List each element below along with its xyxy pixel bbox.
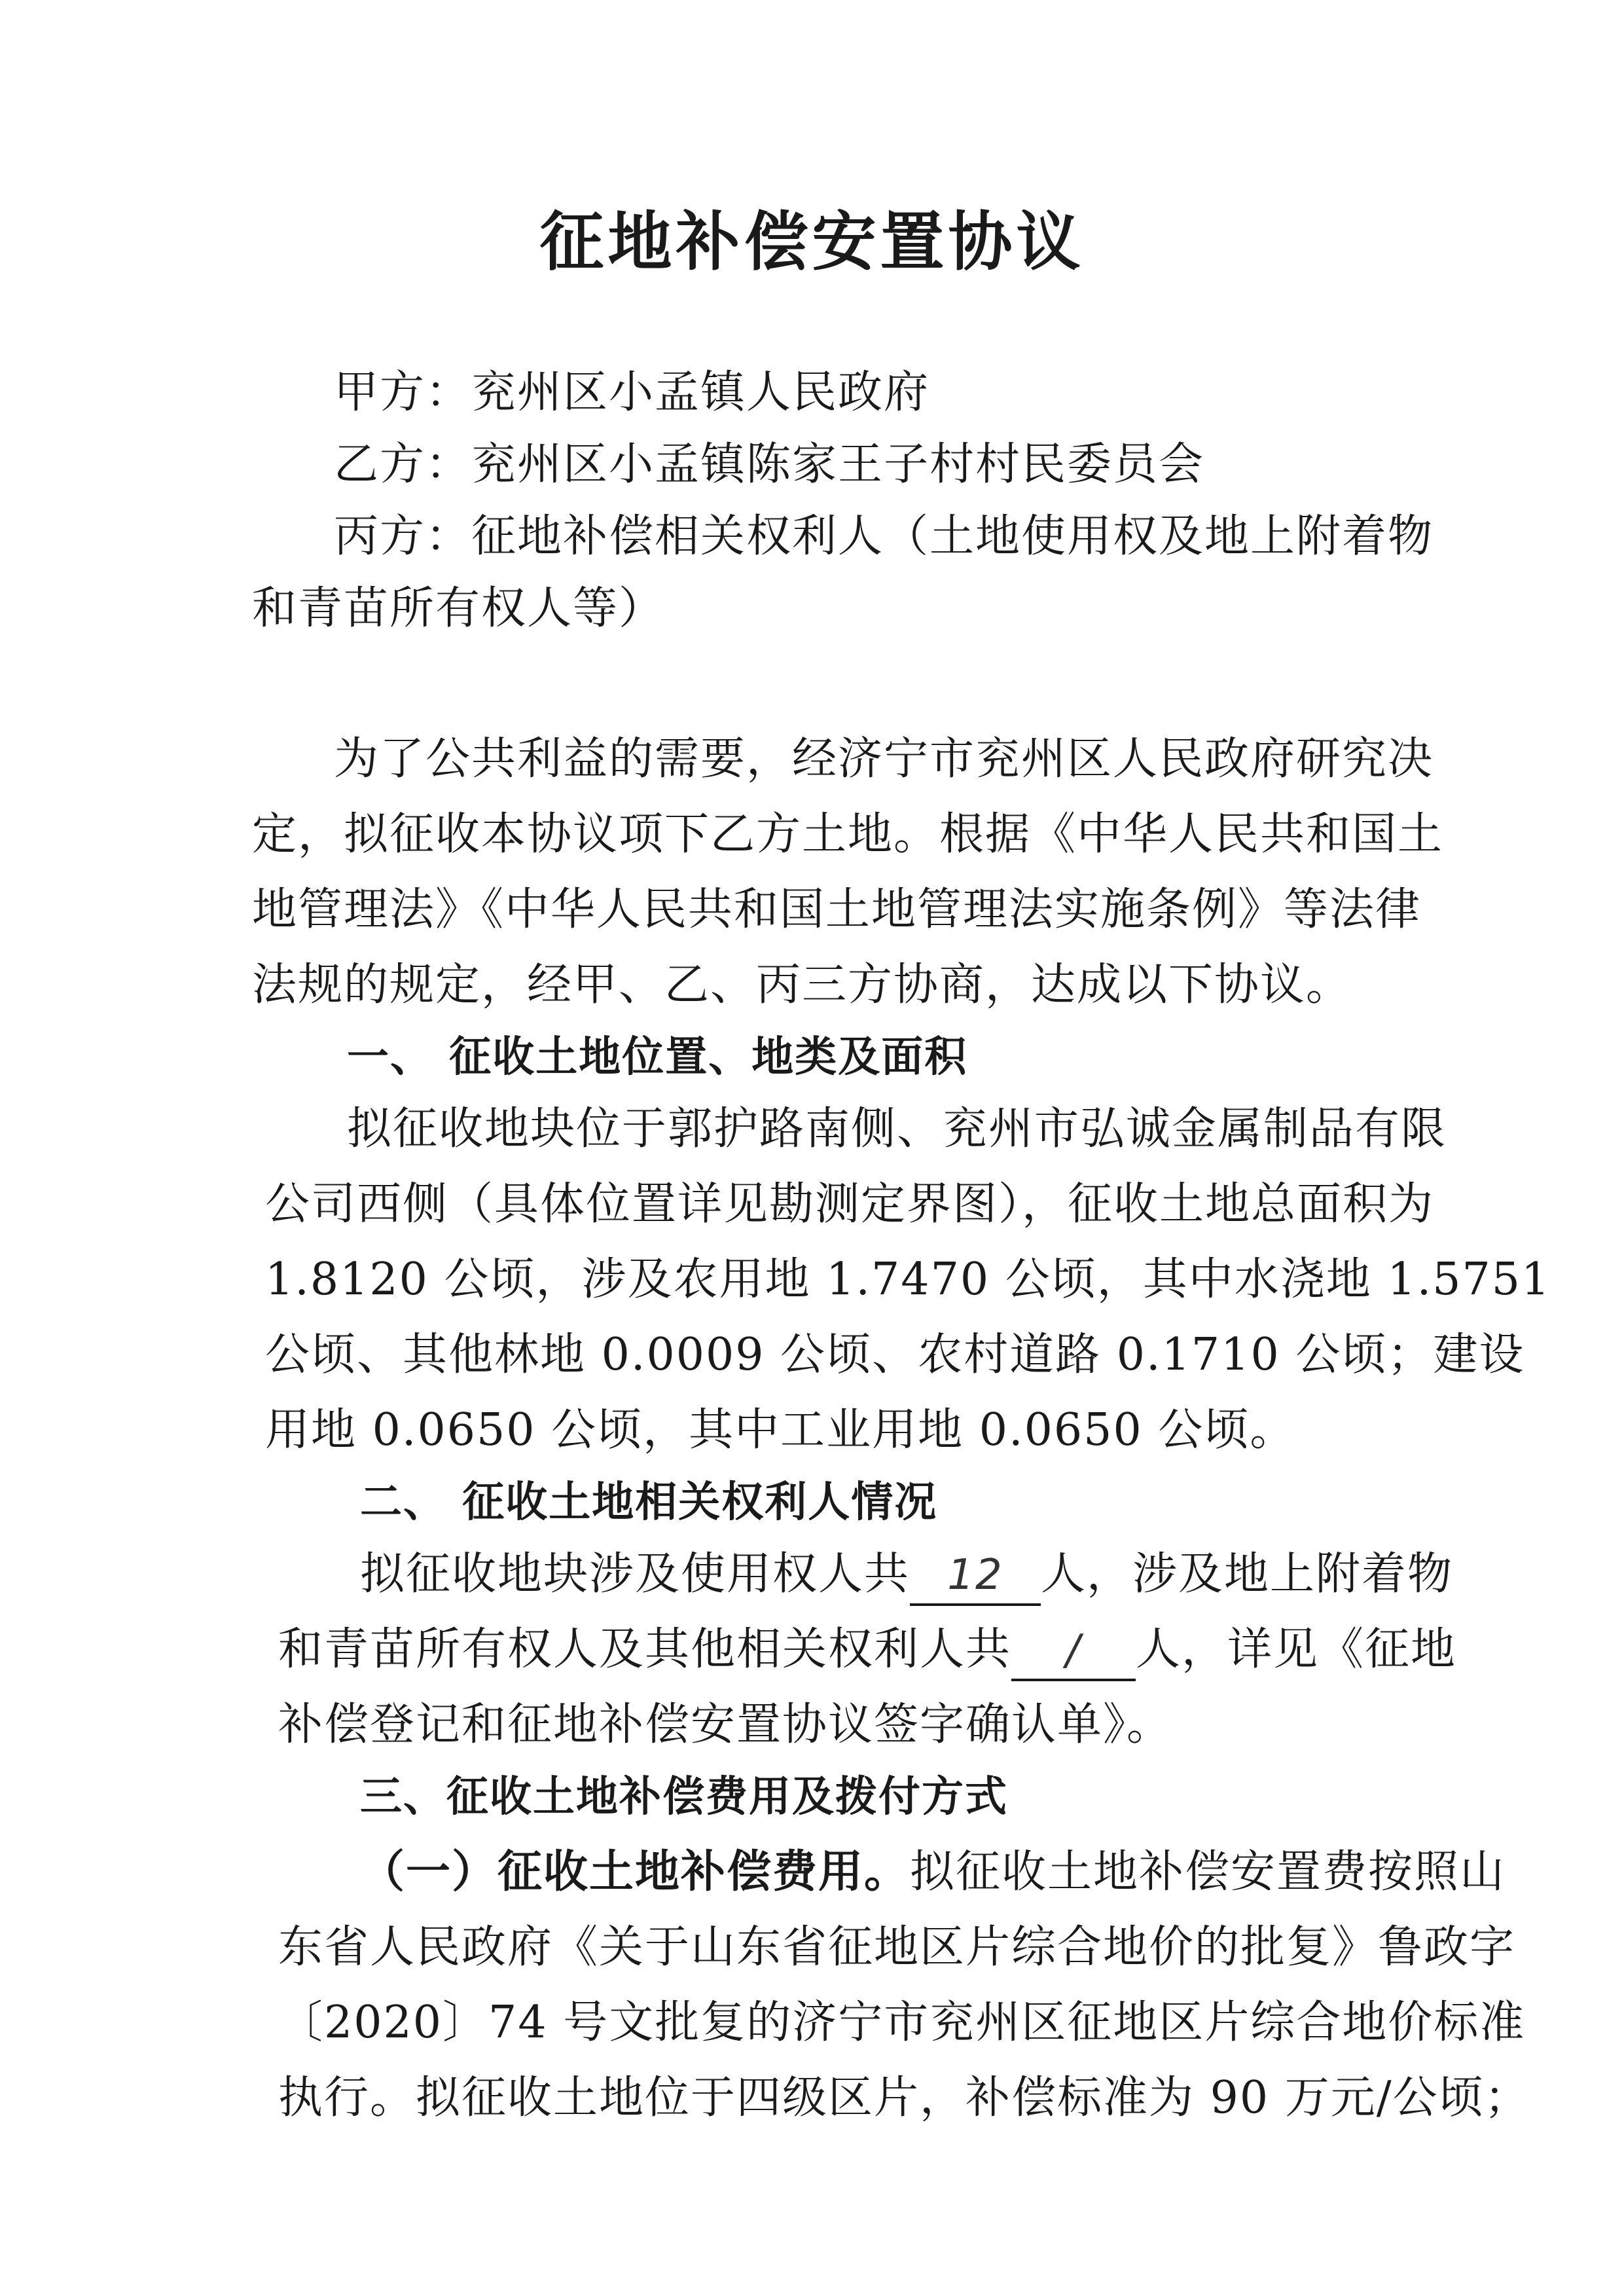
section-1-line-4: 公顷、其他林地 0.0009 公顷、农村道路 0.1710 公顷；建设 <box>265 1329 1525 1381</box>
section-3-line-1 <box>360 1840 1506 1905</box>
section-2-line-1-pre: 拟征收地块涉及使用权人共 <box>360 1548 911 1600</box>
intro-line-1: 为了公共利益的需要，经济宁市兖州区人民政府研究决 <box>334 733 1434 785</box>
section-1-heading: 一、 征收土地位置、地类及面积 <box>347 1033 968 1082</box>
section-2-line-3: 补偿登记和征地补偿安置协议签字确认单》。 <box>278 1699 1173 1751</box>
section-1-line-1: 拟征收地块位于郭护路南侧、兖州市弘诚金属制品有限 <box>347 1103 1447 1155</box>
section-3-heading: 三、征收土地补偿费用及拨付方式 <box>360 1773 1008 1821</box>
section-2-line-2 <box>278 1617 1456 1683</box>
section-1-line-2: 公司西侧（具体位置详见勘测定界图），征收土地总面积为 <box>265 1178 1435 1230</box>
section-1-line-5: 用地 0.0650 公顷，其中工业用地 0.0650 公顷。 <box>265 1404 1296 1456</box>
party-c-line-1: 丙方：征地补偿相关权利人（土地使用权及地上附着物 <box>334 511 1434 562</box>
subsection-1-heading: （一）征收土地补偿费用。 <box>360 1846 911 1898</box>
section-3-line-3: 〔2020〕74 号文批复的济宁市兖州区征地区片综合地价标准 <box>278 1997 1526 2049</box>
section-2-line-1 <box>360 1542 1453 1607</box>
rights-holder-count-field: / <box>1011 1622 1136 1681</box>
intro-line-3: 地管理法》《中华人民共和国土地管理法实施条例》等法律 <box>252 884 1422 936</box>
section-2-line-1-post: 人，涉及地上附着物 <box>1041 1548 1454 1600</box>
section-3-line-4: 执行。拟征收土地位于四级区片，补偿标准为 90 万元/公顷； <box>278 2072 1530 2124</box>
party-a: 甲方：兖州区小孟镇人民政府 <box>334 367 930 418</box>
intro-line-4: 法规的规定，经甲、乙、丙三方协商，达成以下协议。 <box>252 959 1352 1011</box>
user-count-field: 12 <box>910 1547 1041 1606</box>
party-b: 乙方：兖州区小孟镇陈家王子村村民委员会 <box>334 439 1205 490</box>
document-title: 征地补偿安置协议 <box>539 205 1085 280</box>
intro-line-2: 定，拟征收本协议项下乙方土地。根据《中华人民共和国土 <box>252 809 1444 860</box>
section-3-line-1-rest: 拟征收土地补偿安置费按照山 <box>910 1846 1506 1898</box>
party-c-line-2: 和青苗所有权人等） <box>252 583 665 634</box>
section-3-line-2: 东省人民政府《关于山东省征地区片综合地价的批复》鲁政字 <box>278 1922 1516 1973</box>
section-2-heading: 二、 征收土地相关权利人情况 <box>360 1478 938 1527</box>
section-2-line-2-pre: 和青苗所有权人及其他相关权利人共 <box>278 1624 1012 1675</box>
section-2-line-2-post: 人，详见《征地 <box>1136 1624 1457 1675</box>
section-1-line-3: 1.8120 公顷，涉及农用地 1.7470 公顷，其中水浇地 1.5751 <box>265 1254 1551 1305</box>
